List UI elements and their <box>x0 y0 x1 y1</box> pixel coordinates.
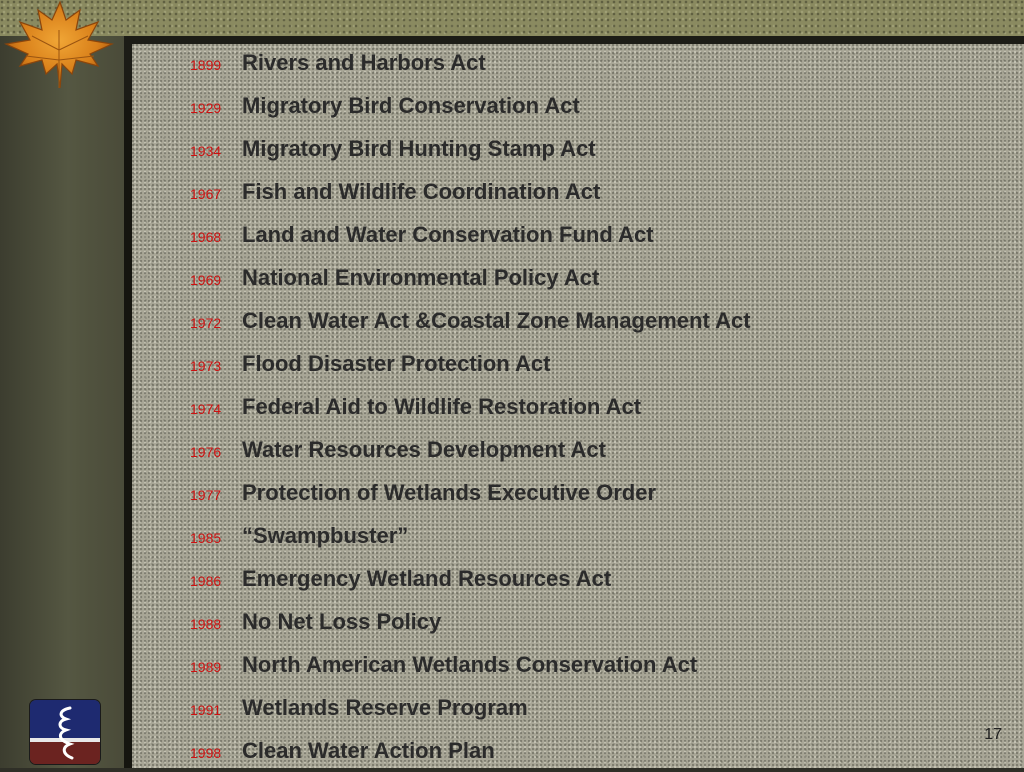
act-title: Fish and Wildlife Coordination Act <box>242 178 601 204</box>
act-title: National Environmental Policy Act <box>242 264 600 290</box>
act-title: Flood Disaster Protection Act <box>242 350 551 376</box>
timeline-item <box>190 41 751 84</box>
year-label: 1977 <box>190 486 222 503</box>
act-title: Federal Aid to Wildlife Restoration Act <box>242 393 642 419</box>
act-title: North American Wetlands Conservation Act <box>242 651 698 677</box>
page-number: 17 <box>984 726 1002 743</box>
timeline-item <box>190 557 751 600</box>
year-label: 1972 <box>190 314 222 331</box>
timeline-item <box>190 170 751 213</box>
timeline-item <box>190 256 751 299</box>
top-texture-band <box>0 0 1024 36</box>
year-label: 1976 <box>190 443 222 460</box>
timeline-item <box>190 342 751 385</box>
act-title: Protection of Wetlands Executive Order <box>242 479 657 505</box>
year-label: 1973 <box>190 357 222 374</box>
timeline-item <box>190 385 751 428</box>
legislation-timeline <box>190 41 751 772</box>
act-title: Migratory Bird Conservation Act <box>242 92 580 118</box>
act-title: Wetlands Reserve Program <box>242 694 528 720</box>
act-title: No Net Loss Policy <box>242 608 442 634</box>
timeline-item <box>190 84 751 127</box>
act-title: Water Resources Development Act <box>242 436 606 462</box>
left-divider <box>124 36 132 768</box>
timeline-item <box>190 299 751 342</box>
timeline-item <box>190 127 751 170</box>
year-label: 1967 <box>190 185 222 202</box>
act-title: Clean Water Action Plan <box>242 737 495 763</box>
timeline-item <box>190 471 751 514</box>
timeline-item <box>190 514 751 557</box>
year-label: 1899 <box>190 56 222 73</box>
year-label: 1986 <box>190 572 222 589</box>
act-title: Land and Water Conservation Fund Act <box>242 221 654 247</box>
left-column <box>0 36 124 768</box>
timeline-item <box>190 600 751 643</box>
act-title: Rivers and Harbors Act <box>242 49 486 75</box>
year-label: 1988 <box>190 615 222 632</box>
act-title: Clean Water Act &Coastal Zone Management Act <box>242 307 751 333</box>
act-title: Migratory Bird Hunting Stamp Act <box>242 135 596 161</box>
timeline-item <box>190 729 751 772</box>
year-label: 1968 <box>190 228 222 245</box>
maple-leaf-icon <box>2 0 120 90</box>
year-label: 1929 <box>190 99 222 116</box>
timeline-item <box>190 686 751 729</box>
year-label: 1934 <box>190 142 222 159</box>
year-label: 1991 <box>190 701 222 718</box>
wave-logo-icon <box>30 700 100 764</box>
timeline-item <box>190 643 751 686</box>
year-label: 1974 <box>190 400 222 417</box>
year-label: 1989 <box>190 658 222 675</box>
timeline-item <box>190 213 751 256</box>
year-label: 1998 <box>190 744 222 761</box>
year-label: 1969 <box>190 271 222 288</box>
act-title: Emergency Wetland Resources Act <box>242 565 612 591</box>
act-title: “Swampbuster” <box>242 522 409 548</box>
year-label: 1985 <box>190 529 222 546</box>
timeline-item <box>190 428 751 471</box>
